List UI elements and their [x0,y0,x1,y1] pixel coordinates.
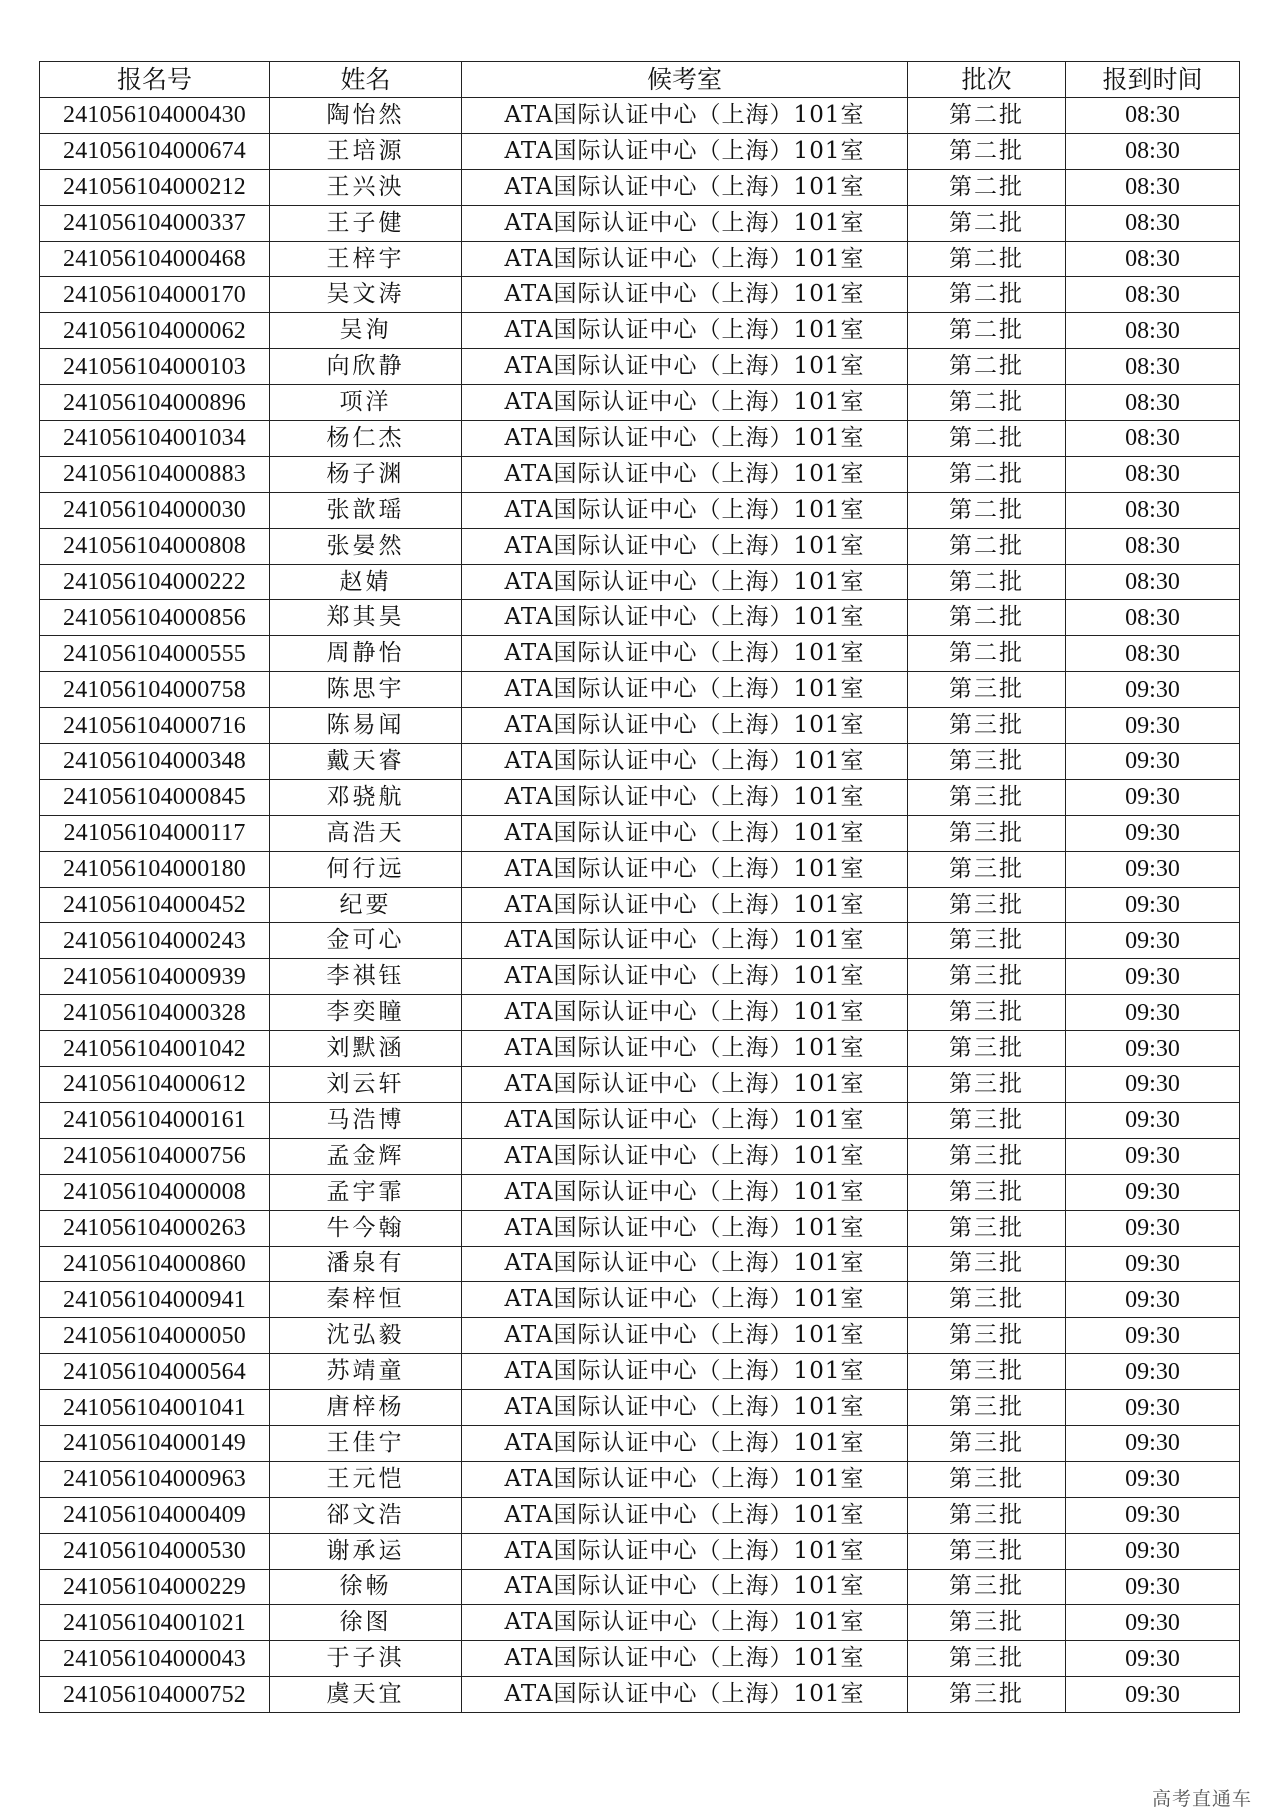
cell-registration-number: 241056104000222 [40,564,270,600]
cell-name: 苏靖童 [270,1354,462,1390]
cell-batch: 第三批 [908,1605,1066,1641]
cell-name: 陈思宇 [270,672,462,708]
cell-registration-number: 241056104000856 [40,600,270,636]
cell-check-in-time: 08:30 [1066,528,1240,564]
cell-check-in-time: 09:30 [1066,1246,1240,1282]
cell-check-in-time: 08:30 [1066,241,1240,277]
table-row [40,456,1240,492]
cell-batch: 第三批 [908,1354,1066,1390]
cell-registration-number: 241056104000564 [40,1354,270,1390]
cell-waiting-room: ATA国际认证中心（上海）101室 [462,205,908,241]
table-row [40,959,1240,995]
cell-check-in-time: 09:30 [1066,1210,1240,1246]
table-row [40,564,1240,600]
cell-registration-number: 241056104000716 [40,708,270,744]
cell-batch: 第三批 [908,923,1066,959]
cell-waiting-room: ATA国际认证中心（上海）101室 [462,708,908,744]
cell-name: 赵婧 [270,564,462,600]
cell-waiting-room: ATA国际认证中心（上海）101室 [462,349,908,385]
cell-registration-number: 241056104001042 [40,1031,270,1067]
cell-waiting-room: ATA国际认证中心（上海）101室 [462,564,908,600]
table-body [40,98,1240,1713]
cell-batch: 第三批 [908,815,1066,851]
cell-registration-number: 241056104000062 [40,313,270,349]
table-row [40,1318,1240,1354]
cell-waiting-room: ATA国际认证中心（上海）101室 [462,636,908,672]
cell-waiting-room: ATA国际认证中心（上海）101室 [462,241,908,277]
cell-waiting-room: ATA国际认证中心（上海）101室 [462,1067,908,1103]
cell-check-in-time: 09:30 [1066,995,1240,1031]
cell-waiting-room: ATA国际认证中心（上海）101室 [462,528,908,564]
cell-batch: 第三批 [908,1210,1066,1246]
cell-check-in-time: 09:30 [1066,1067,1240,1103]
cell-check-in-time: 09:30 [1066,744,1240,780]
table-header-row [40,62,1240,98]
cell-batch: 第三批 [908,1102,1066,1138]
cell-check-in-time: 08:30 [1066,313,1240,349]
header-check-in-time: 报到时间 [1066,62,1240,98]
cell-name: 虞天宜 [270,1677,462,1713]
cell-check-in-time: 08:30 [1066,385,1240,421]
cell-check-in-time: 08:30 [1066,277,1240,313]
cell-batch: 第二批 [908,385,1066,421]
table-row [40,887,1240,923]
cell-registration-number: 241056104000939 [40,959,270,995]
table-row [40,1138,1240,1174]
cell-registration-number: 241056104000808 [40,528,270,564]
cell-name: 吴洵 [270,313,462,349]
cell-name: 刘云轩 [270,1067,462,1103]
cell-name: 金可心 [270,923,462,959]
cell-check-in-time: 09:30 [1066,1354,1240,1390]
candidate-table [39,61,1240,1713]
cell-batch: 第三批 [908,1497,1066,1533]
table-row [40,815,1240,851]
table-row [40,1641,1240,1677]
cell-waiting-room: ATA国际认证中心（上海）101室 [462,1569,908,1605]
table-row [40,708,1240,744]
cell-name: 吴文涛 [270,277,462,313]
cell-waiting-room: ATA国际认证中心（上海）101室 [462,313,908,349]
cell-check-in-time: 09:30 [1066,887,1240,923]
cell-batch: 第三批 [908,1461,1066,1497]
cell-name: 李祺钰 [270,959,462,995]
table-row [40,1067,1240,1103]
cell-name: 杨子渊 [270,456,462,492]
cell-check-in-time: 08:30 [1066,169,1240,205]
cell-registration-number: 241056104000941 [40,1282,270,1318]
cell-batch: 第二批 [908,564,1066,600]
cell-waiting-room: ATA国际认证中心（上海）101室 [462,1318,908,1354]
header-waiting-room: 候考室 [462,62,908,98]
cell-check-in-time: 09:30 [1066,923,1240,959]
cell-waiting-room: ATA国际认证中心（上海）101室 [462,672,908,708]
cell-registration-number: 241056104000612 [40,1067,270,1103]
cell-name: 王培源 [270,133,462,169]
cell-batch: 第二批 [908,313,1066,349]
table-row [40,492,1240,528]
cell-waiting-room: ATA国际认证中心（上海）101室 [462,1605,908,1641]
cell-batch: 第二批 [908,98,1066,134]
cell-name: 王子健 [270,205,462,241]
cell-registration-number: 241056104000328 [40,995,270,1031]
table-row [40,672,1240,708]
cell-name: 李奕瞳 [270,995,462,1031]
cell-name: 陈易闻 [270,708,462,744]
cell-check-in-time: 09:30 [1066,1031,1240,1067]
cell-batch: 第二批 [908,528,1066,564]
cell-check-in-time: 09:30 [1066,815,1240,851]
cell-batch: 第三批 [908,1031,1066,1067]
cell-name: 郑其昊 [270,600,462,636]
cell-waiting-room: ATA国际认证中心（上海）101室 [462,1282,908,1318]
cell-name: 沈弘毅 [270,1318,462,1354]
cell-name: 项洋 [270,385,462,421]
cell-name: 王兴泱 [270,169,462,205]
cell-batch: 第三批 [908,1067,1066,1103]
cell-registration-number: 241056104000452 [40,887,270,923]
cell-registration-number: 241056104000468 [40,241,270,277]
cell-registration-number: 241056104000180 [40,851,270,887]
cell-registration-number: 241056104000229 [40,1569,270,1605]
table-row [40,98,1240,134]
cell-registration-number: 241056104000149 [40,1425,270,1461]
cell-batch: 第三批 [908,1641,1066,1677]
table-row [40,851,1240,887]
table-row [40,1497,1240,1533]
cell-registration-number: 241056104000845 [40,779,270,815]
cell-name: 牛今翰 [270,1210,462,1246]
cell-check-in-time: 08:30 [1066,456,1240,492]
table-row [40,133,1240,169]
cell-waiting-room: ATA国际认证中心（上海）101室 [462,744,908,780]
cell-registration-number: 241056104000896 [40,385,270,421]
cell-batch: 第三批 [908,1138,1066,1174]
cell-batch: 第三批 [908,1174,1066,1210]
cell-waiting-room: ATA国际认证中心（上海）101室 [462,1210,908,1246]
cell-batch: 第三批 [908,887,1066,923]
cell-check-in-time: 09:30 [1066,1497,1240,1533]
cell-name: 徐图 [270,1605,462,1641]
cell-name: 纪要 [270,887,462,923]
cell-name: 向欣静 [270,349,462,385]
cell-name: 王梓宇 [270,241,462,277]
cell-batch: 第二批 [908,636,1066,672]
cell-batch: 第三批 [908,672,1066,708]
cell-batch: 第二批 [908,456,1066,492]
cell-check-in-time: 09:30 [1066,779,1240,815]
cell-batch: 第二批 [908,349,1066,385]
cell-name: 刘默涵 [270,1031,462,1067]
cell-waiting-room: ATA国际认证中心（上海）101室 [462,385,908,421]
cell-name: 郤文浩 [270,1497,462,1533]
cell-waiting-room: ATA国际认证中心（上海）101室 [462,1102,908,1138]
cell-waiting-room: ATA国际认证中心（上海）101室 [462,1677,908,1713]
table-row [40,1031,1240,1067]
cell-batch: 第二批 [908,205,1066,241]
cell-waiting-room: ATA国际认证中心（上海）101室 [462,923,908,959]
table-row [40,995,1240,1031]
table-row [40,744,1240,780]
header-name: 姓名 [270,62,462,98]
cell-check-in-time: 09:30 [1066,1282,1240,1318]
header-registration-number: 报名号 [40,62,270,98]
cell-registration-number: 241056104000674 [40,133,270,169]
cell-check-in-time: 09:30 [1066,959,1240,995]
cell-check-in-time: 08:30 [1066,492,1240,528]
cell-check-in-time: 09:30 [1066,1102,1240,1138]
cell-registration-number: 241056104000103 [40,349,270,385]
cell-registration-number: 241056104000430 [40,98,270,134]
cell-check-in-time: 09:30 [1066,1641,1240,1677]
table-row [40,923,1240,959]
cell-name: 孟金辉 [270,1138,462,1174]
cell-name: 于子淇 [270,1641,462,1677]
cell-name: 周静怡 [270,636,462,672]
cell-waiting-room: ATA国际认证中心（上海）101室 [462,1641,908,1677]
cell-batch: 第三批 [908,1318,1066,1354]
cell-registration-number: 241056104000337 [40,205,270,241]
cell-registration-number: 241056104000263 [40,1210,270,1246]
cell-batch: 第二批 [908,241,1066,277]
cell-registration-number: 241056104000963 [40,1461,270,1497]
table-row [40,205,1240,241]
cell-registration-number: 241056104000752 [40,1677,270,1713]
cell-check-in-time: 08:30 [1066,205,1240,241]
cell-waiting-room: ATA国际认证中心（上海）101室 [462,421,908,457]
table-row [40,1461,1240,1497]
table-row [40,1354,1240,1390]
cell-registration-number: 241056104000043 [40,1641,270,1677]
cell-waiting-room: ATA国际认证中心（上海）101室 [462,1174,908,1210]
cell-name: 邓骁航 [270,779,462,815]
cell-batch: 第三批 [908,1533,1066,1569]
cell-registration-number: 241056104000212 [40,169,270,205]
cell-check-in-time: 09:30 [1066,1569,1240,1605]
cell-name: 马浩博 [270,1102,462,1138]
cell-batch: 第三批 [908,1569,1066,1605]
table-row [40,779,1240,815]
cell-registration-number: 241056104000243 [40,923,270,959]
cell-registration-number: 241056104000117 [40,815,270,851]
cell-check-in-time: 09:30 [1066,1461,1240,1497]
cell-registration-number: 241056104000170 [40,277,270,313]
cell-name: 王佳宁 [270,1425,462,1461]
cell-waiting-room: ATA国际认证中心（上海）101室 [462,98,908,134]
cell-waiting-room: ATA国际认证中心（上海）101室 [462,815,908,851]
table-row [40,349,1240,385]
cell-batch: 第三批 [908,1677,1066,1713]
cell-waiting-room: ATA国际认证中心（上海）101室 [462,959,908,995]
table-row [40,1246,1240,1282]
header-batch: 批次 [908,62,1066,98]
cell-name: 杨仁杰 [270,421,462,457]
cell-registration-number: 241056104001021 [40,1605,270,1641]
cell-name: 王元恺 [270,1461,462,1497]
cell-name: 陶怡然 [270,98,462,134]
cell-waiting-room: ATA国际认证中心（上海）101室 [462,169,908,205]
cell-waiting-room: ATA国际认证中心（上海）101室 [462,1354,908,1390]
cell-name: 戴天睿 [270,744,462,780]
cell-batch: 第二批 [908,277,1066,313]
cell-waiting-room: ATA国际认证中心（上海）101室 [462,1390,908,1426]
table-row [40,313,1240,349]
table-row [40,169,1240,205]
cell-name: 高浩天 [270,815,462,851]
cell-waiting-room: ATA国际认证中心（上海）101室 [462,1425,908,1461]
table-row [40,1390,1240,1426]
cell-name: 谢承运 [270,1533,462,1569]
cell-registration-number: 241056104000161 [40,1102,270,1138]
cell-check-in-time: 08:30 [1066,98,1240,134]
cell-registration-number: 241056104000050 [40,1318,270,1354]
table-row [40,385,1240,421]
cell-name: 唐梓杨 [270,1390,462,1426]
cell-waiting-room: ATA国际认证中心（上海）101室 [462,456,908,492]
cell-registration-number: 241056104000530 [40,1533,270,1569]
cell-waiting-room: ATA国际认证中心（上海）101室 [462,492,908,528]
cell-batch: 第三批 [908,708,1066,744]
cell-check-in-time: 09:30 [1066,1605,1240,1641]
cell-batch: 第三批 [908,1425,1066,1461]
cell-check-in-time: 09:30 [1066,1138,1240,1174]
cell-name: 张晏然 [270,528,462,564]
cell-waiting-room: ATA国际认证中心（上海）101室 [462,995,908,1031]
table-row [40,1102,1240,1138]
cell-registration-number: 241056104000348 [40,744,270,780]
cell-name: 秦梓恒 [270,1282,462,1318]
cell-batch: 第二批 [908,492,1066,528]
cell-check-in-time: 09:30 [1066,1533,1240,1569]
cell-registration-number: 241056104000756 [40,1138,270,1174]
cell-batch: 第二批 [908,133,1066,169]
table-row [40,1533,1240,1569]
cell-check-in-time: 08:30 [1066,564,1240,600]
cell-check-in-time: 08:30 [1066,600,1240,636]
cell-batch: 第二批 [908,421,1066,457]
cell-name: 孟宇霏 [270,1174,462,1210]
cell-waiting-room: ATA国际认证中心（上海）101室 [462,851,908,887]
cell-batch: 第三批 [908,1282,1066,1318]
cell-batch: 第三批 [908,959,1066,995]
cell-registration-number: 241056104001034 [40,421,270,457]
cell-check-in-time: 09:30 [1066,1677,1240,1713]
cell-waiting-room: ATA国际认证中心（上海）101室 [462,1497,908,1533]
cell-registration-number: 241056104000555 [40,636,270,672]
cell-waiting-room: ATA国际认证中心（上海）101室 [462,277,908,313]
cell-batch: 第三批 [908,995,1066,1031]
table-row [40,277,1240,313]
table-row [40,528,1240,564]
cell-name: 张歆瑶 [270,492,462,528]
cell-check-in-time: 09:30 [1066,851,1240,887]
cell-batch: 第三批 [908,744,1066,780]
cell-registration-number: 241056104000860 [40,1246,270,1282]
cell-batch: 第三批 [908,1246,1066,1282]
cell-waiting-room: ATA国际认证中心（上海）101室 [462,887,908,923]
cell-check-in-time: 09:30 [1066,1425,1240,1461]
cell-name: 潘泉有 [270,1246,462,1282]
cell-waiting-room: ATA国际认证中心（上海）101室 [462,1031,908,1067]
cell-registration-number: 241056104001041 [40,1390,270,1426]
cell-waiting-room: ATA国际认证中心（上海）101室 [462,1533,908,1569]
table-row [40,1605,1240,1641]
cell-registration-number: 241056104000030 [40,492,270,528]
cell-check-in-time: 08:30 [1066,133,1240,169]
cell-waiting-room: ATA国际认证中心（上海）101室 [462,133,908,169]
cell-check-in-time: 08:30 [1066,421,1240,457]
table-row [40,1569,1240,1605]
table-row [40,1174,1240,1210]
cell-check-in-time: 09:30 [1066,1390,1240,1426]
table-row [40,636,1240,672]
cell-check-in-time: 09:30 [1066,672,1240,708]
cell-name: 徐畅 [270,1569,462,1605]
cell-registration-number: 241056104000758 [40,672,270,708]
watermark: 高考直通车 [1151,1788,1252,1810]
table-row [40,241,1240,277]
cell-batch: 第二批 [908,169,1066,205]
cell-check-in-time: 09:30 [1066,708,1240,744]
cell-batch: 第三批 [908,779,1066,815]
cell-batch: 第三批 [908,1390,1066,1426]
cell-waiting-room: ATA国际认证中心（上海）101室 [462,1461,908,1497]
table-row [40,421,1240,457]
cell-waiting-room: ATA国际认证中心（上海）101室 [462,1138,908,1174]
table-row [40,1210,1240,1246]
cell-check-in-time: 09:30 [1066,1318,1240,1354]
cell-check-in-time: 08:30 [1066,349,1240,385]
cell-registration-number: 241056104000409 [40,1497,270,1533]
cell-batch: 第三批 [908,851,1066,887]
cell-name: 何行远 [270,851,462,887]
cell-waiting-room: ATA国际认证中心（上海）101室 [462,1246,908,1282]
cell-registration-number: 241056104000008 [40,1174,270,1210]
cell-registration-number: 241056104000883 [40,456,270,492]
table-row [40,600,1240,636]
table-row [40,1425,1240,1461]
cell-check-in-time: 08:30 [1066,636,1240,672]
cell-batch: 第二批 [908,600,1066,636]
table-row [40,1677,1240,1713]
table-row [40,1282,1240,1318]
cell-waiting-room: ATA国际认证中心（上海）101室 [462,779,908,815]
cell-check-in-time: 09:30 [1066,1174,1240,1210]
cell-waiting-room: ATA国际认证中心（上海）101室 [462,600,908,636]
